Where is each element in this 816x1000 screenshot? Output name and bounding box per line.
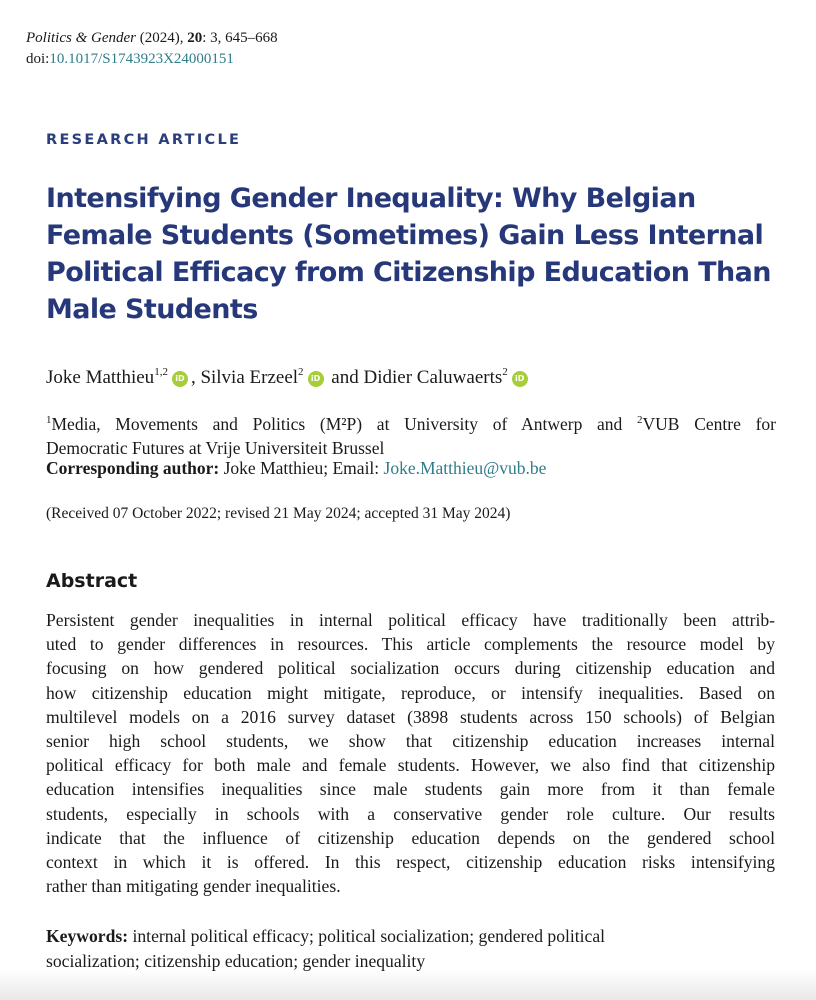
affiliation-text: Media, Movements and Politics (M²P) at University of Antwerp and <box>51 414 638 434</box>
affiliation-text: VUB Centre for <box>642 414 776 434</box>
author-list <box>46 366 531 389</box>
email-link[interactable]: Joke.Matthieu@vub.be <box>383 458 547 478</box>
title-line: Intensifying Gender Inequality: Why Belgian <box>46 183 696 214</box>
author-name: Didier Caluwaerts <box>363 367 503 388</box>
affiliation-line: Democratic Futures at Vrije Universiteit Brussel <box>46 438 385 458</box>
author-affiliation-sup: 2 <box>502 366 508 378</box>
keywords-line: socialization; citizenship education; gender inequality <box>46 950 426 971</box>
title-line: Political Efficacy from Citizenship Education Than <box>46 257 771 288</box>
corresponding-text: Joke Matthieu; Email: <box>219 458 384 478</box>
journal-volume: 20 <box>187 30 203 46</box>
corresponding-author <box>46 456 546 480</box>
abstract-line: senior high school students, we show that citizenship education increases internal <box>46 731 775 752</box>
abstract-line: rather than mitigating gender inequalities. <box>46 876 341 897</box>
orcid-icon[interactable]: iD <box>512 371 528 387</box>
abstract-line: how citizenship education might mitigate, reproduce, or intensify inequalities. Based on <box>46 682 775 703</box>
author-separator: and <box>326 367 364 388</box>
author-name: Joke Matthieu <box>46 367 155 388</box>
keywords-line <box>46 924 776 949</box>
abstract-line: indicate that the influence of citizenship education depends on the gendered school <box>46 827 775 848</box>
doi-link[interactable]: 10.1017/S1743923X24000151 <box>49 51 234 67</box>
affiliation-line <box>46 408 776 436</box>
orcid-icon[interactable]: iD <box>172 371 188 387</box>
abstract-body <box>46 608 775 898</box>
corresponding-label: Corresponding author: <box>46 458 220 478</box>
journal-year: (2024), <box>139 30 184 46</box>
author-separator: , <box>190 367 201 388</box>
author-name: Silvia Erzeel <box>200 367 299 388</box>
keywords-label: Keywords: <box>46 926 129 946</box>
abstract-line: context in which it is offered. In this respect, citizenship education risks intensifying <box>46 852 775 873</box>
affiliation-sup: 2 <box>637 414 643 426</box>
abstract-line: education intensifies inequalities since male students gain more from it than female <box>46 779 775 800</box>
keywords <box>46 924 776 973</box>
author-affiliation-sup: 1,2 <box>154 366 168 378</box>
abstract-line: political efficacy for both male and female students. However, we also find that citizenship <box>46 755 775 776</box>
journal-citation <box>26 28 278 70</box>
doi-prefix: doi: <box>26 51 50 67</box>
abstract-line: uted to gender differences in resources. This article complements the resource model by <box>46 634 775 655</box>
title-line: Female Students (Sometimes) Gain Less Internal <box>46 220 764 251</box>
abstract-line: students, especially in schools with a conservative gender role culture. Our results <box>46 803 775 824</box>
abstract-line: focusing on how gendered political socialization occurs during citizenship education and <box>46 658 775 679</box>
keywords-text: internal political efficacy; political socialization; gendered political <box>128 926 606 946</box>
page-bottom-shade <box>0 970 816 1000</box>
doi-line <box>26 49 278 70</box>
abstract-heading: Abstract <box>46 570 138 592</box>
abstract-line: multilevel models on a 2016 survey dataset (3898 students across 150 schools) of Belgian <box>46 706 775 727</box>
article-type: RESEARCH ARTICLE <box>46 132 242 148</box>
citation-line <box>26 28 278 49</box>
affiliations <box>46 408 776 460</box>
article-title <box>46 180 786 328</box>
journal-name: Politics & Gender <box>26 30 136 46</box>
author-affiliation-sup: 2 <box>298 366 304 378</box>
affiliation-sup: 1 <box>46 414 52 426</box>
journal-issue-pages: : 3, 645–668 <box>202 30 278 46</box>
received-dates: (Received 07 October 2022; revised 21 May 2024; accepted 31 May 2024) <box>46 505 511 522</box>
orcid-icon[interactable]: iD <box>308 371 324 387</box>
abstract-line: Persistent gender inequalities in internal political efficacy have traditionally been attrib- <box>46 610 775 630</box>
title-line: Male Students <box>46 294 258 325</box>
